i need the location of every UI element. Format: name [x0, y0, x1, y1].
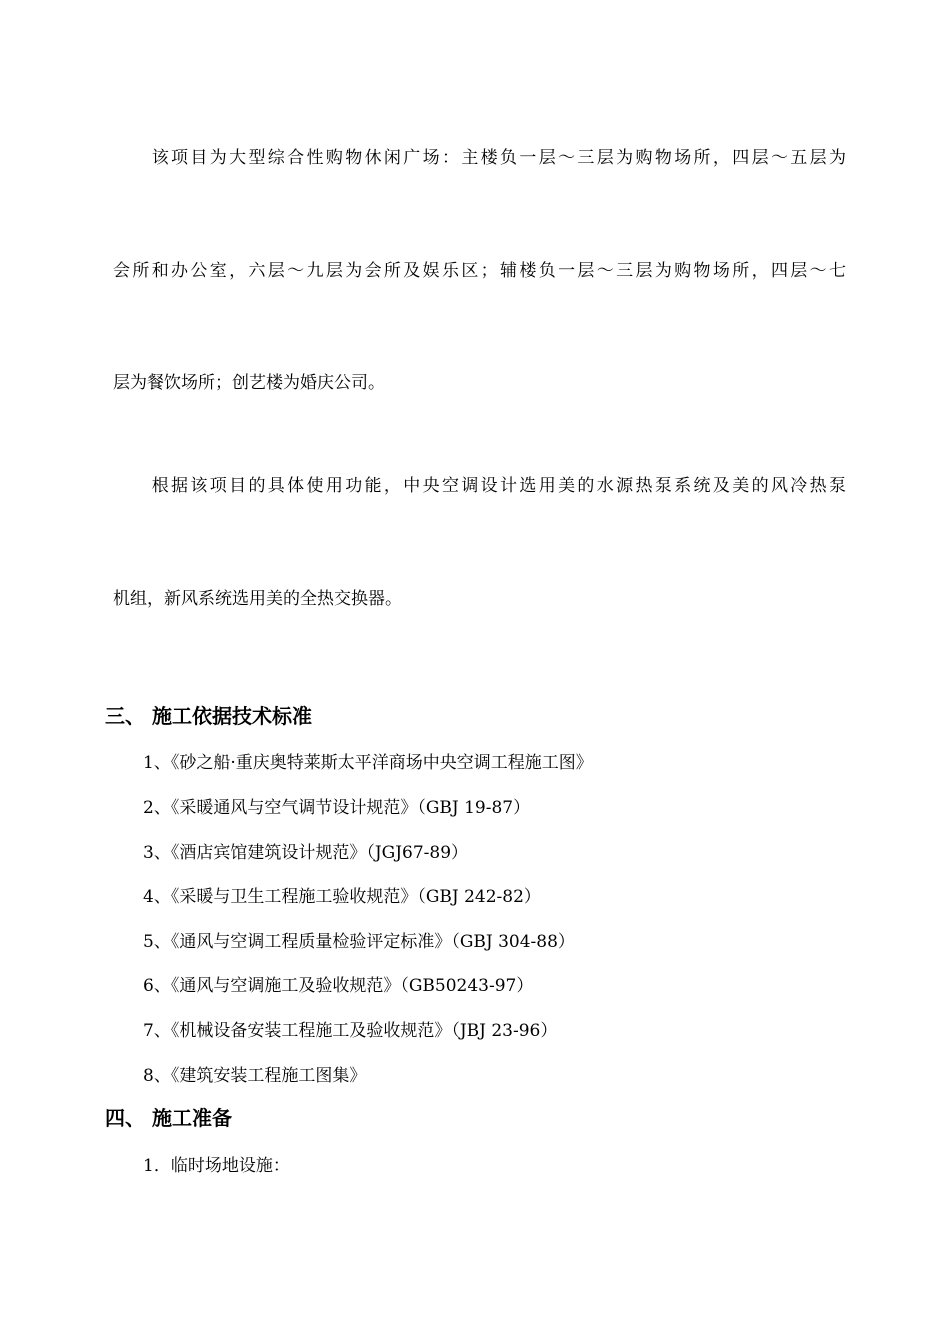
standard-item-1: 1、《砂之船·重庆奥特莱斯太平洋商场中央空调工程施工图》 [143, 753, 593, 773]
intro-paragraph-2-line-2: 机组，新风系统选用美的全热交换器。 [113, 589, 402, 609]
intro-paragraph-1-line-1: 该项目为大型综合性购物休闲广场：主楼负一层～三层为购物场所，四层～五层为 [113, 148, 846, 168]
standard-item-3: 3、《酒店宾馆建筑设计规范》（JGJ67-89） [143, 843, 469, 863]
standard-item-7: 7、《机械设备安装工程施工及验收规范》（JBJ 23-96） [143, 1021, 558, 1041]
intro-paragraph-2-line-1: 根据该项目的具体使用功能，中央空调设计选用美的水源热泵系统及美的风冷热泵 [113, 476, 846, 496]
standard-item-5: 5、《通风与空调工程质量检验评定标准》（GBJ 304-88） [143, 932, 575, 952]
standard-item-2: 2、《采暖通风与空气调节设计规范》（GBJ 19-87） [143, 798, 531, 818]
section-4-heading: 四、 施工准备 [105, 1106, 232, 1130]
standard-item-8: 8、《建筑安装工程施工图集》 [143, 1066, 367, 1086]
preparation-item-1: 1．临时场地设施： [143, 1156, 290, 1176]
intro-paragraph-1-line-2: 会所和办公室，六层～九层为会所及娱乐区；辅楼负一层～三层为购物场所，四层～七 [113, 261, 846, 281]
standard-item-6: 6、《通风与空调施工及验收规范》（GB50243-97） [143, 976, 534, 996]
intro-paragraph-1-line-3: 层为餐饮场所；创艺楼为婚庆公司。 [113, 373, 385, 393]
standard-item-4: 4、《采暖与卫生工程施工验收规范》（GBJ 242-82） [143, 887, 541, 907]
section-3-heading: 三、 施工依据技术标准 [105, 704, 312, 728]
